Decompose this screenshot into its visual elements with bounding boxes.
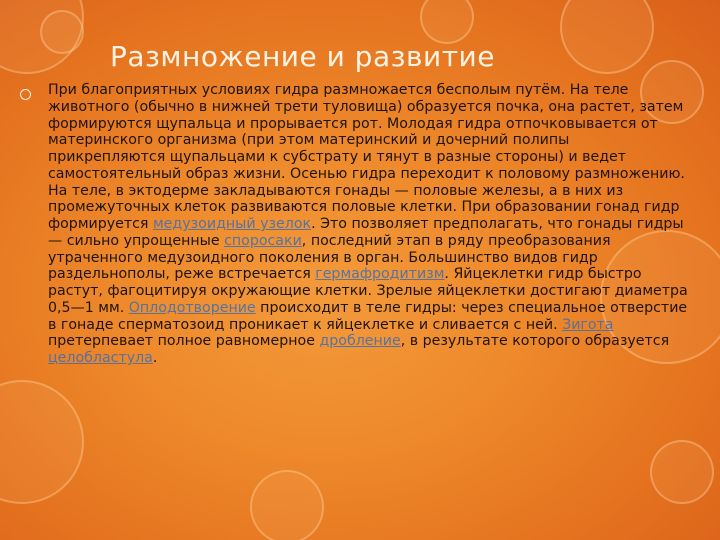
bokeh-decoration bbox=[560, 0, 654, 74]
link-cleavage[interactable]: дробление bbox=[319, 333, 401, 350]
body-text-segment: . Яйцеклетки гидр быстро растут, фагоцитируя окружающие клетки. Зрелые яйцеклетки достигают диаметра 0,5—1 мм. bbox=[48, 266, 688, 316]
body-text-segment: . Это позволяет предполагать, что гонады гидры — сильно упрощенные bbox=[48, 216, 684, 249]
body-paragraph bbox=[48, 82, 688, 367]
bokeh-decoration bbox=[40, 10, 84, 54]
link-sporosacs[interactable]: споросаки bbox=[224, 232, 302, 249]
body-text-segment: претерпевает полное равномерное bbox=[48, 333, 320, 350]
body-text-segment: . bbox=[152, 350, 158, 366]
bokeh-decoration bbox=[650, 440, 714, 504]
bokeh-decoration bbox=[250, 470, 324, 540]
bokeh-decoration bbox=[420, 0, 474, 44]
bullet-circle-icon bbox=[20, 89, 31, 100]
body-text-segment: При благоприятных условиях гидра размножается бесполым путём. На теле животного (обычно в нижней трети туловища) образуется почка, она растет, затем формируются щупальца и прорывается рот. Молодая гидра отпочковывается от материнского организма (при этом материнский и дочерний полипы прикрепляются щупальцами к субстрату и тянут в разные стороны) и ведет самостоятельный образ жизни. Осенью гидра переходит к половому размножению. На теле, в эктодерме закладываются гонады — половые железы, а в них из промежуточных клеток развиваются половые клетки. При образовании гонад гидр формируется bbox=[48, 82, 685, 232]
slide-title: Размножение и развитие bbox=[110, 40, 495, 73]
link-meduzoid-nodule[interactable]: медузоидный узелок bbox=[152, 216, 312, 232]
link-coeloblastula[interactable]: целобластула bbox=[48, 350, 153, 366]
link-fertilization[interactable]: Оплодотворение bbox=[128, 299, 256, 316]
body-text-segment: происходит в теле гидры: через специальное отверстие в гонаде сперматозоид проникает к яйцеклетке и сливается с ней. bbox=[48, 299, 688, 333]
bokeh-decoration bbox=[0, 380, 84, 504]
body-text-segment: , последний этап в ряду преобразования утраченного медузоидного поколения в орган. Большинство видов гидр раздельнополы, реже встречается bbox=[48, 232, 611, 283]
link-zygote[interactable]: Зигота bbox=[562, 316, 614, 333]
link-hermaphroditism[interactable]: гермафродитизм bbox=[315, 266, 445, 283]
body-text-segment: , в результате которого образуется bbox=[400, 333, 670, 350]
